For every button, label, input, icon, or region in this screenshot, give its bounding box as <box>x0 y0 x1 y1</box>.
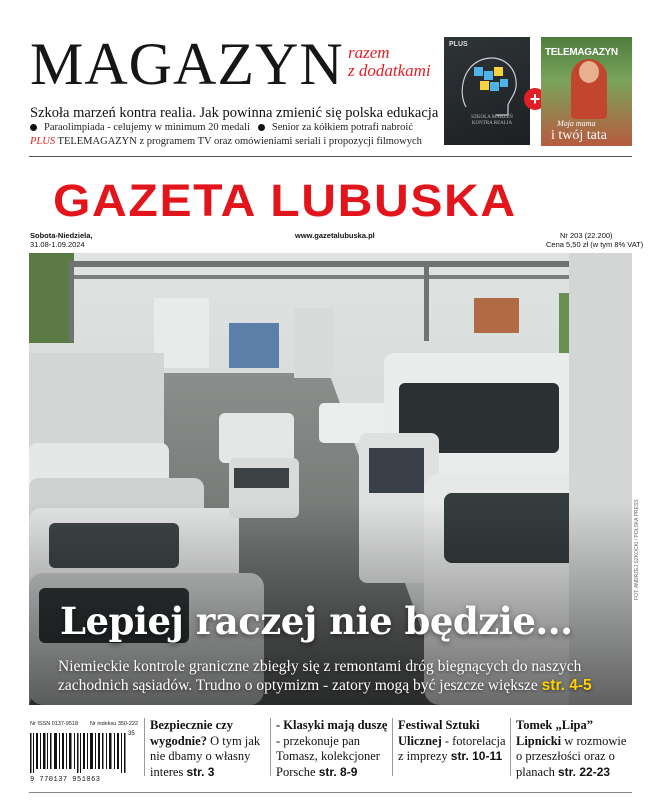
plus-icon: + <box>524 88 546 110</box>
magazine-headline[interactable]: Szkoła marzeń kontra realia. Jak powinna zmienić się polska edukacja <box>30 105 439 121</box>
cover1-text: SZKOŁA MARZEŃ KONTRA REALIA <box>471 115 513 126</box>
plus-label: PLUS <box>30 136 56 147</box>
bullet-icon <box>30 124 37 131</box>
website-link[interactable]: www.gazetalubuska.pl <box>295 231 375 240</box>
telemagazyn-cover[interactable] <box>541 37 632 146</box>
main-headline[interactable]: Lepiej raczej nie będzie... <box>60 599 573 643</box>
cover2-line2: i twój tata <box>551 128 607 143</box>
issue-number: Nr 203 (22.200) <box>560 231 613 240</box>
divider <box>392 718 393 776</box>
plus-description: TELEMAGAZYN z programem TV oraz omówieniami seriali i propozycji filmowych <box>57 136 422 147</box>
divider <box>510 718 511 776</box>
teaser-1[interactable] <box>150 718 268 780</box>
teaser-4[interactable] <box>516 718 634 780</box>
publication-day: Sobota-Niedziela, <box>30 231 93 240</box>
newspaper-masthead[interactable]: GAZETA LUBUSKA <box>53 175 517 226</box>
price: Cena 5,50 zł (w tym 8% VAT) <box>546 240 644 249</box>
teaser-2-text: - przekonuje pan Tomasz, kolekcjoner Porsche <box>276 733 380 779</box>
magazine-subtitle-line1: razem <box>348 43 390 62</box>
photo-credit: FOT. ANDRZEJ SZKOCKI / POLSKA PRESS <box>634 499 640 600</box>
magazine-subtitle-line2: z dodatkami <box>348 61 431 80</box>
magazine-bullets <box>30 122 413 133</box>
teaser-3-text: - fotorelacja z imprezy <box>398 733 506 763</box>
teaser-3-page: str. 10-11 <box>450 749 503 763</box>
magazine-title: MAGAZYN <box>30 31 344 97</box>
teaser-2[interactable] <box>276 718 390 780</box>
cover-person-face <box>579 61 599 83</box>
teaser-1-text: O tym jak nie dbamy o własny interes <box>150 733 261 779</box>
barcode-icon <box>30 733 142 773</box>
teaser-1-title: Bezpiecznie czy wygodnie? <box>150 718 233 748</box>
teaser-1-page: str. 3 <box>186 764 215 779</box>
teaser-3-title: Festiwal Sztuki Ulicznej <box>398 718 480 748</box>
magazine-plus-line[interactable] <box>30 136 422 147</box>
teaser-2-title: - Klasyki mają duszę <box>276 718 388 732</box>
cover2-line1: Moja mama <box>557 119 596 128</box>
bullet-icon <box>258 124 265 131</box>
barcode-number: 9 770137 951063 <box>30 776 101 784</box>
teaser-4-page: str. 22-23 <box>558 764 611 779</box>
divider <box>270 718 271 776</box>
magazine-bullet-1[interactable]: Paraolimpiada - celujemy w minimum 20 medali <box>44 122 250 133</box>
divider <box>29 156 632 157</box>
teaser-3[interactable] <box>398 718 506 765</box>
publication-date: 31.08-1.09.2024 <box>30 240 85 249</box>
issn: Nr ISSN 0137-9518 <box>30 721 78 727</box>
index-number: Nr indeksu 350-222 <box>90 721 139 727</box>
plus-magazine-cover[interactable] <box>444 37 530 145</box>
teaser-4-text: w rozmowie o przeszłości oraz o planach <box>516 733 627 779</box>
issue-code: 35 <box>128 731 135 737</box>
lead-page-ref: str. 4-5 <box>541 677 592 694</box>
teaser-2-page: str. 8-9 <box>318 764 358 779</box>
magazine-subtitle <box>348 44 431 80</box>
cover2-brand: TELEMAGAZYN <box>545 47 618 58</box>
lead-text: Niemieckie kontrole graniczne zbiegły się z remontami dróg biegnących do naszych zachodnich sąsiadów. Trudno o optymizm - zatory mogą być jeszcze większe <box>58 658 582 694</box>
head-silhouette-icon <box>444 37 530 145</box>
magazine-bullet-2[interactable]: Senior za kółkiem potrafi nabroić <box>271 122 413 133</box>
divider <box>29 792 632 793</box>
teaser-4-title: Tomek „Lipa” Lipnicki <box>516 718 593 748</box>
main-lead[interactable] <box>58 657 618 695</box>
divider <box>144 718 145 776</box>
cover1-brand: PLUS <box>449 41 468 48</box>
